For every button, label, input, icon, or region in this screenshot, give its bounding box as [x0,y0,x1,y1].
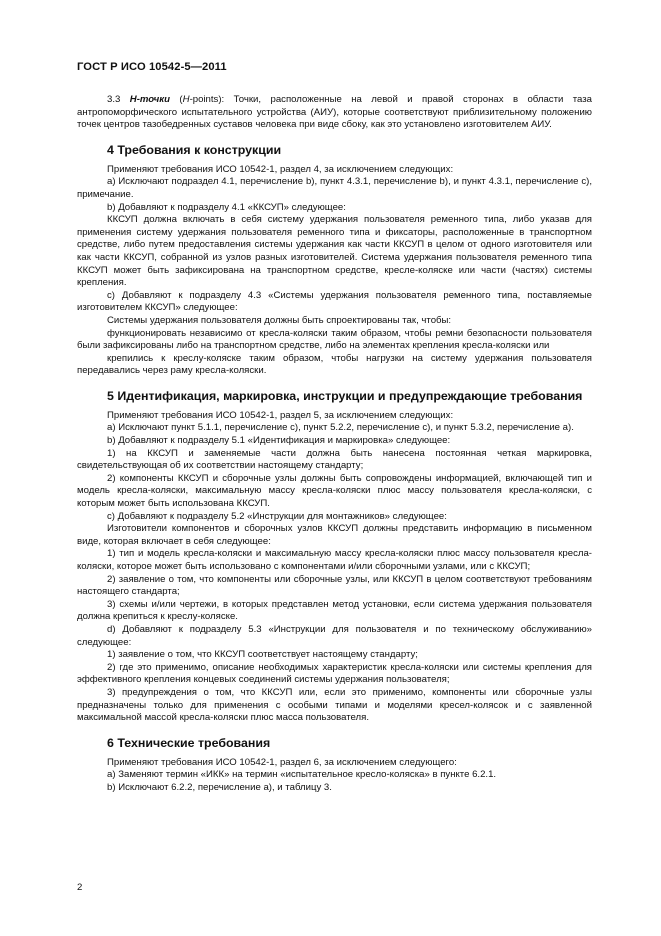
section-4-paragraph: Системы удержания пользователя должны быть спроектированы так, чтобы: [107,314,452,326]
section-4-paragraph: ККСУП должна включать в себя систему удержания пользователя ременного типа, либо указав для применения систему удержания пользователя ременного типа и фиксаторы, расположенные в транспортном средстве, либо путем предоставления системы удержания как части ККСУП в целом от одного изготовителя или как части ККСУП, собранной из узлов разных изготовителей. Система удержания пользователя ременного типа ККСУП может быть зафиксирована на транспортном средстве, кресле-коляске или части (частях) системы крепления. [77,214,592,289]
section-4-heading: 4 Требования к конструкции [107,142,282,157]
section-4-paragraph: крепились к креслу-коляске таким образом, чтобы нагрузки на систему удержания пользователя передавались через раму кресла-коляски. [77,352,592,377]
term-3-3-paragraph [77,94,592,132]
section-5-paragraph: d) Добавляют к подразделу 5.3 «Инструкции для пользователя и по техническому обслуживанию» следующее: [77,623,592,648]
section-4-paragraph: с) Добавляют к подразделу 4.3 «Системы удержания пользователя ременного типа, поставляемые изготовителем ККСУП» следующее: [77,289,592,314]
section-5-paragraph: 2) компоненты ККСУП и сборочные узлы должны быть сопровождены информацией, включающей тип и модель кресла-коляски, максимальную массу кресла-коляски плюс массу пользователя кресла-коляски, с которым может быть использована ККСУП. [77,472,592,510]
page-number: 2 [77,882,83,893]
section-5-paragraph: 1) заявление о том, что ККСУП соответствует настоящему стандарту; [107,649,418,661]
section-5-paragraph: 2) где это применимо, описание необходимых характеристик кресла-коляски или системы крепления для эффективного крепления концевых соединений системы удержания пользователя; [77,661,592,686]
term-paren-rest: -points): [189,94,225,105]
section-4-paragraph: функционировать независимо от кресла-коляски таким образом, чтобы ремни безопасности пользователя были зафиксированы либо на транспортном средстве, либо на элементах крепления кресла-коляски или [77,327,592,352]
section-6-heading: 6 Технические требования [107,735,271,750]
term-name: H-точки [129,94,170,105]
term-h-letter: H [182,94,190,105]
section-5-paragraph: Изготовители компонентов и сборочных узлов ККСУП должны представить информацию в письменном виде, которая включает в себя следующее: [77,523,592,547]
section-4-paragraph: Применяют требования ИСО 10542-1, раздел 4, за исключением следующих: [107,163,454,175]
section-5-paragraph: Применяют требования ИСО 10542-1, раздел 5, за исключением следующих: [107,409,454,421]
term-definition: Точки, расположенные на левой и правой сторонах в области таза антропоморфического испытательного устройства (АИУ), которые соответствуют приблизительному положению точек центров тазобедренных суставов человека при виде сбоку, как это установлено изготовителем АИУ. [77,94,592,131]
page-header-standard-id: ГОСТ Р ИСО 10542-5—2011 [77,61,227,73]
section-5-paragraph: с) Добавляют к подразделу 5.2 «Инструкции для монтажников» следующее: [107,510,447,522]
section-5-paragraph: b) Добавляют к подразделу 5.1 «Идентификация и маркировка» следующее: [107,435,451,447]
section-6-paragraph: а) Заменяют термин «ИКК» на термин «испытательное кресло-коляска» в пункте 6.2.1. [107,769,497,781]
section-5-paragraph: 2) заявление о том, что компоненты или сборочные узлы, или ККСУП в целом соответствуют требованиям настоящего стандарта; [77,573,592,598]
section-4-paragraph: b) Добавляют к подразделу 4.1 «ККСУП» следующее: [107,201,346,213]
section-5-paragraph: 3) схемы и/или чертежи, в которых представлен метод установки, если система удержания пользователя должна крепиться к креслу-коляске. [77,598,592,623]
section-5-heading: 5 Идентификация, маркировка, инструкции и предупреждающие требования [107,388,583,403]
document-body [77,94,592,795]
section-4-paragraph: а) Исключают подраздел 4.1, перечисление b), пункт 4.3.1, перечисление b), и пункт 4.3.1, перечисление с), примечание. [77,176,592,200]
section-5-paragraph: 1) тип и модель кресла-коляски и максимальную массу кресла-коляски плюс массу пользователя кресла-коляски, которое может быть использовано с компонентами и/или сборочными узлами, или с ККСУП; [77,548,592,572]
section-6-paragraph: Применяют требования ИСО 10542-1, раздел 6, за исключением следующего: [107,756,457,768]
section-5-paragraph: 1) на ККСУП и заменяемые части должна быть нанесена постоянная четкая маркировка, свидетельствующая об их соответствии настоящему стандарту; [77,447,592,472]
section-5-paragraph: а) Исключают пункт 5.1.1, перечисление с), пункт 5.2.2, перечисление с), и пункт 5.3.2, перечисление а). [107,422,574,434]
term-paren-open: ( [179,94,183,105]
section-5-paragraph: 3) предупреждения о том, что ККСУП или, если это применимо, компоненты или сборочные узлы предназначены только для применения с особыми типами и моделями кресел-колясок и с заявленной максимальной массой кресла-коляски плюс масса пользователя. [77,686,592,724]
term-number: 3.3 [107,94,121,105]
section-6-paragraph: b) Исключают 6.2.2, перечисление а), и таблицу 3. [107,781,332,793]
